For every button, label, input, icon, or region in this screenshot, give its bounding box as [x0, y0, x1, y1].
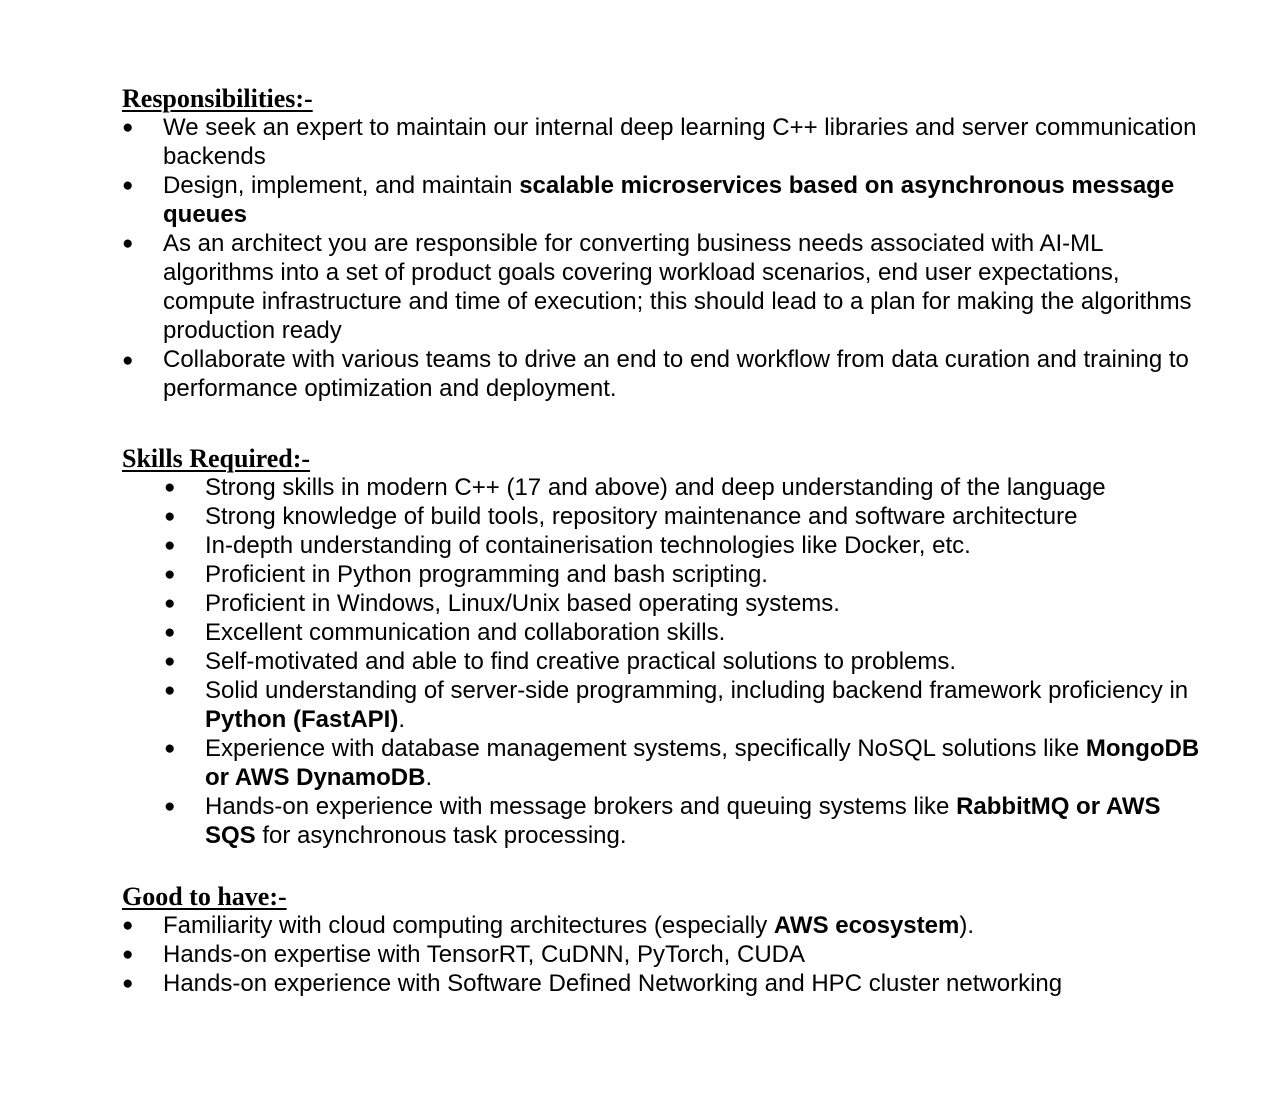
item-text: Experience with database management systems, specifically NoSQL solutions like: [205, 735, 1086, 762]
item-text: In-depth understanding of containerisation technologies like Docker, etc.: [205, 532, 971, 559]
list-item: [122, 911, 1202, 940]
item-text: Hands-on experience with Software Defined Networking and HPC cluster networking: [163, 970, 1063, 997]
item-bold-text: scalable microservices based on asynchronous message queues: [163, 172, 1175, 228]
bullet-icon: ●: [164, 651, 176, 672]
list-item: [122, 113, 1202, 171]
list-item: [164, 647, 1202, 676]
list-item: [164, 531, 1202, 560]
skills-list: [164, 473, 1202, 850]
list-item: [164, 792, 1202, 850]
item-text: Solid understanding of server-side programming, including backend framework proficiency in: [205, 677, 1189, 704]
item-text: We seek an expert to maintain our internal deep learning C++ libraries and server communication backends: [163, 114, 1197, 170]
bullet-icon: ●: [164, 622, 176, 643]
bullet-icon: ●: [122, 117, 134, 138]
responsibilities-section: [122, 84, 1202, 403]
list-item: [164, 734, 1202, 792]
good-to-have-section: [122, 882, 1202, 998]
bullet-icon: ●: [122, 233, 134, 254]
skills-section: [122, 444, 1202, 850]
list-item: [122, 940, 1202, 969]
item-text-tail: .: [398, 706, 406, 733]
item-text-tail: for asynchronous task processing.: [255, 822, 627, 849]
bullet-icon: ●: [164, 477, 176, 498]
item-text-tail: .: [425, 764, 433, 791]
list-item: [122, 229, 1202, 345]
good-to-have-heading: Good to have:-: [122, 882, 287, 911]
bullet-icon: ●: [164, 796, 176, 817]
item-text: Self-motivated and able to find creative practical solutions to problems.: [205, 648, 957, 675]
list-item: [122, 171, 1202, 229]
skills-heading: Skills Required:-: [122, 444, 311, 473]
item-text: Familiarity with cloud computing architectures (especially: [163, 912, 774, 939]
bullet-icon: ●: [164, 593, 176, 614]
bullet-icon: ●: [122, 350, 134, 371]
item-text: Design, implement, and maintain: [163, 172, 520, 199]
good-to-have-list: [122, 911, 1202, 998]
bullet-icon: ●: [122, 915, 134, 936]
bullet-icon: ●: [164, 564, 176, 585]
item-text-tail: ).: [959, 912, 974, 939]
item-text: Excellent communication and collaboration skills.: [205, 619, 726, 646]
bullet-icon: ●: [164, 506, 176, 527]
bullet-icon: ●: [164, 738, 176, 759]
list-item: [164, 473, 1202, 502]
item-text: Hands-on experience with message brokers and queuing systems like: [205, 793, 957, 820]
item-bold-text: RabbitMQ or AWS SQS: [205, 793, 1161, 849]
item-text: Collaborate with various teams to drive an end to end workflow from data curation and training to performance optimization and deployment.: [163, 346, 1189, 402]
bullet-icon: ●: [122, 973, 134, 994]
item-text: Proficient in Python programming and bash scripting.: [205, 561, 768, 588]
item-text: Hands-on expertise with TensorRT, CuDNN, PyTorch, CUDA: [163, 941, 806, 968]
list-item: [164, 589, 1202, 618]
item-text: Strong skills in modern C++ (17 and above) and deep understanding of the language: [205, 474, 1106, 501]
list-item: [164, 618, 1202, 647]
bullet-icon: ●: [122, 944, 134, 965]
list-item: [164, 502, 1202, 531]
responsibilities-list: [122, 113, 1202, 403]
bullet-icon: ●: [164, 680, 176, 701]
item-bold-text: Python (FastAPI): [205, 706, 399, 733]
list-item: [164, 676, 1202, 734]
item-bold-text: MongoDB or AWS DynamoDB: [205, 735, 1200, 791]
item-bold-text: AWS ecosystem: [773, 912, 960, 939]
item-text: As an architect you are responsible for converting business needs associated with AI-ML algorithms into a set of product goals covering workload scenarios, end user expectations, compute infrastructure and time of execution; this should lead to a plan for making the algorithms production ready: [163, 230, 1192, 344]
bullet-icon: ●: [122, 175, 134, 196]
bullet-icon: ●: [164, 535, 176, 556]
item-text: Strong knowledge of build tools, repository maintenance and software architecture: [205, 503, 1078, 530]
list-item: [164, 560, 1202, 589]
list-item: [122, 345, 1202, 403]
item-text: Proficient in Windows, Linux/Unix based operating systems.: [205, 590, 840, 617]
responsibilities-heading: Responsibilities:-: [122, 84, 313, 113]
list-item: [122, 969, 1202, 998]
